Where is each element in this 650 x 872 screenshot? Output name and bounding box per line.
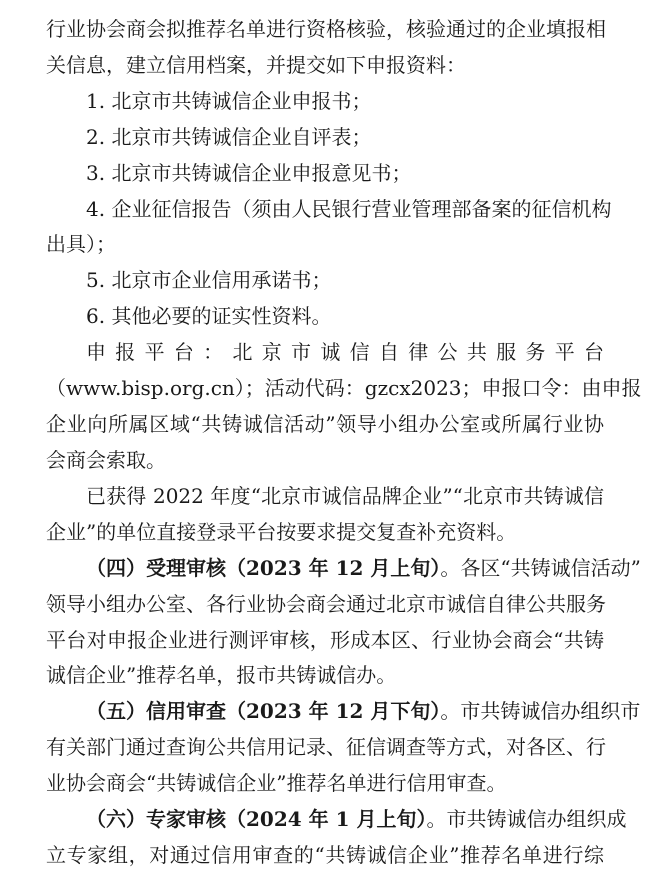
list-item: 1. 北京市共铸诚信企业申报书； [86,89,372,113]
text-line: 领导小组办公室、各行业协会商会通过北京市诚信自律公共服务 [46,592,606,616]
section-line [86,698,641,724]
text-line: 企业向所属区域“共铸诚信活动”领导小组办公室或所属行业协 [46,412,604,436]
section-text: 。各区“共铸诚信活动” [440,556,641,580]
section-heading: （六）专家审核（2024 年 1 月上旬） [86,807,427,831]
list-item: 2. 北京市共铸诚信企业自评表； [86,125,372,149]
text-line: 出具）； [46,232,116,256]
text-line: 诚信企业”推荐名单，报市共铸诚信办。 [46,663,397,687]
section-heading: （四）受理审核（2023 年 12 月上旬） [86,556,441,580]
list-item: 4. 企业征信报告（须由人民银行营业管理部备案的征信机构 [86,197,612,221]
section-text: 。市共铸诚信办组织成 [426,807,627,831]
text-line: 行业协会商会拟推荐名单进行资格核验，核验通过的企业填报相 [46,17,606,41]
section-heading: （五）信用审查（2023 年 12 月下旬） [86,699,441,723]
text-line: 平台对申报企业进行测评审核，形成本区、行业协会商会“共铸 [46,628,604,652]
section-line [86,806,627,832]
section-text: 。市共铸诚信办组织市 [440,699,641,723]
list-item: 6. 其他必要的证实性资料。 [86,304,332,328]
text-line: 关信息，建立信用档案，并提交如下申报资料： [46,53,466,77]
list-item: 3. 北京市共铸诚信企业申报意见书； [86,161,412,185]
text-line: 会商会索取。 [46,448,166,472]
text-line: 有关部门通过查询公共信用记录、征信调查等方式，对各区、行 [46,735,606,759]
section-line [86,555,641,581]
list-item: 5. 北京市企业信用承诺书； [86,268,332,292]
text-line: （www.bisp.org.cn）；活动代码：gzcx2023；申报口令：由申报 [46,376,642,400]
text-line: 企业”的单位直接登录平台按要求提交复查补充资料。 [46,520,517,544]
text-line: 业协会商会“共铸诚信企业”推荐名单进行信用审查。 [46,771,507,795]
text-line: 已获得 2022 年度“北京市诚信品牌企业”“北京市共铸诚信 [86,484,604,508]
text-line: 申报平台：北京市诚信自律公共服务平台 [86,340,604,364]
text-line: 立专家组，对通过信用审查的“共铸诚信企业”推荐名单进行综 [46,843,604,867]
